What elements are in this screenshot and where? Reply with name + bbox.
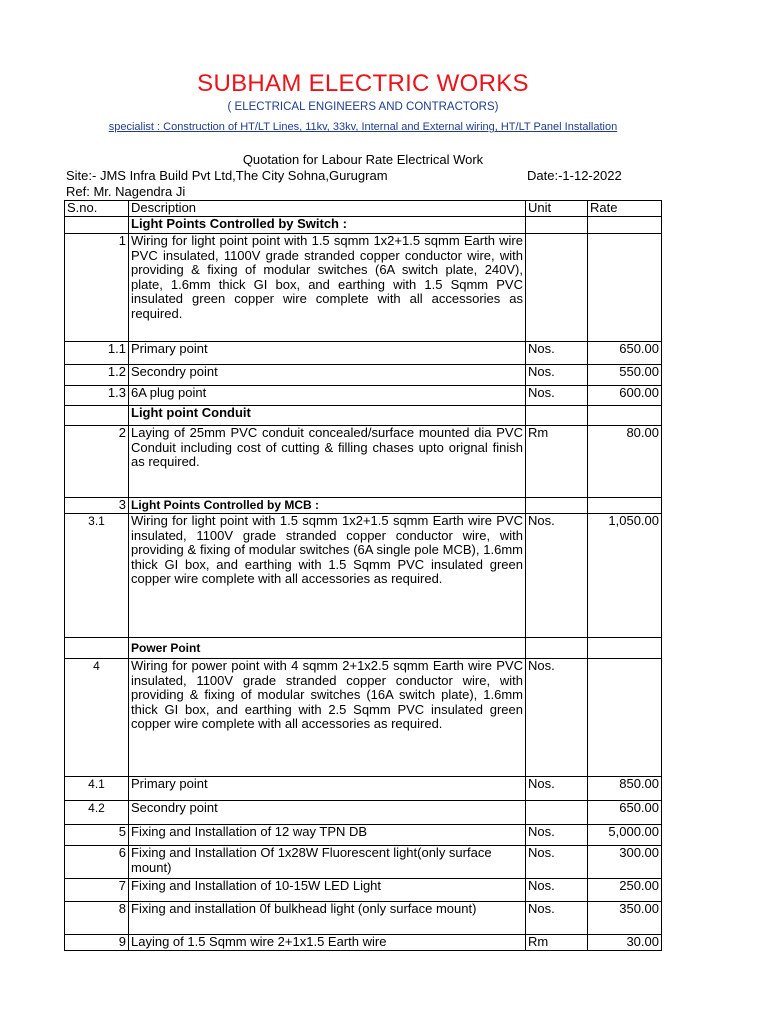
row-sno: 1.1 — [65, 342, 129, 365]
row-description: Wiring for light point point with 1.5 sqmm 1x2+1.5 sqmm Earth wire PVC insulated, 1100V grade stranded copper conductor wire, with providing & fixing of modular switches (6A switch plate, 240V), plate, 1.6mm thick GI box, and earthing with 1.5 Sqmm PVC insulated green copper wire complete with all accessories as required. — [129, 234, 526, 342]
row-sno — [65, 638, 129, 659]
table-row — [65, 659, 662, 777]
row-description: Fixing and Installation of 12 way TPN DB — [129, 825, 526, 846]
table-header-row — [65, 201, 662, 217]
section-heading: Light point Conduit — [129, 406, 526, 426]
section-heading: Light Points Controlled by MCB : — [129, 498, 526, 514]
row-unit: Nos. — [526, 659, 588, 777]
row-unit — [526, 406, 588, 426]
table-row — [65, 801, 662, 825]
row-sno: 4.2 — [65, 801, 129, 825]
row-unit: Nos. — [526, 902, 588, 935]
table-row — [65, 406, 662, 426]
table-row — [65, 386, 662, 406]
table-row — [65, 935, 662, 951]
row-rate: 850.00 — [588, 777, 662, 801]
ref-line: Ref: Mr. Nagendra Ji — [66, 184, 186, 199]
site-line: Site:- JMS Infra Build Pvt Ltd,The City Sohna,Gurugram — [66, 168, 388, 183]
row-rate — [588, 659, 662, 777]
row-unit: Nos. — [526, 777, 588, 801]
row-unit: Nos. — [526, 879, 588, 902]
row-rate: 600.00 — [588, 386, 662, 406]
table-row — [65, 879, 662, 902]
header-sno: S.no. — [65, 201, 129, 217]
row-description: Primary point — [129, 777, 526, 801]
row-unit — [526, 801, 588, 825]
row-unit: Nos. — [526, 825, 588, 846]
row-unit — [526, 217, 588, 234]
row-description: 6A plug point — [129, 386, 526, 406]
row-rate: 550.00 — [588, 365, 662, 386]
row-unit: Rm — [526, 935, 588, 951]
row-description: Secondry point — [129, 365, 526, 386]
row-description: Secondry point — [129, 801, 526, 825]
row-sno: 2 — [65, 426, 129, 498]
row-rate — [588, 234, 662, 342]
row-sno: 3.1 — [65, 514, 129, 638]
table-row — [65, 846, 662, 879]
row-rate — [588, 217, 662, 234]
table-row — [65, 514, 662, 638]
row-rate: 80.00 — [588, 426, 662, 498]
row-sno: 8 — [65, 902, 129, 935]
row-sno: 9 — [65, 935, 129, 951]
row-rate: 1,050.00 — [588, 514, 662, 638]
table-row — [65, 426, 662, 498]
row-sno: 3 — [65, 498, 129, 514]
row-rate — [588, 498, 662, 514]
row-sno: 4.1 — [65, 777, 129, 801]
row-sno: 1.3 — [65, 386, 129, 406]
row-description: Laying of 25mm PVC conduit concealed/surface mounted dia PVC Conduit including cost of cutting & filling chases upto orignal finish as required. — [129, 426, 526, 498]
row-unit — [526, 498, 588, 514]
row-description: Wiring for light point with 1.5 sqmm 1x2+1.5 sqmm Earth wire PVC insulated, 1100V grade stranded copper conductor wire, with providing & fixing of modular switches (6A single pole MCB), 1.6mm thick GI box, and earthing with 1.5 Sqmm PVC insulated green copper wire complete with all accessories as required. — [129, 514, 526, 638]
row-sno: 5 — [65, 825, 129, 846]
row-sno: 7 — [65, 879, 129, 902]
row-unit — [526, 638, 588, 659]
row-unit: Nos. — [526, 365, 588, 386]
table-row — [65, 777, 662, 801]
row-rate — [588, 406, 662, 426]
row-unit: Nos. — [526, 342, 588, 365]
row-sno: 4 — [65, 659, 129, 777]
row-description: Fixing and installation 0f bulkhead light (only surface mount) — [129, 902, 526, 935]
row-sno: 1 — [65, 234, 129, 342]
row-unit: Nos. — [526, 386, 588, 406]
table-row — [65, 342, 662, 365]
row-rate: 650.00 — [588, 801, 662, 825]
row-rate: 350.00 — [588, 902, 662, 935]
table-row — [65, 234, 662, 342]
row-description: Laying of 1.5 Sqmm wire 2+1x1.5 Earth wire — [129, 935, 526, 951]
row-rate: 300.00 — [588, 846, 662, 879]
company-name: SUBHAM ELECTRIC WORKS — [197, 70, 529, 97]
table-row — [65, 217, 662, 234]
row-description: Primary point — [129, 342, 526, 365]
row-sno — [65, 217, 129, 234]
table-row — [65, 365, 662, 386]
table-row — [65, 638, 662, 659]
header-description: Description — [129, 201, 526, 217]
row-description: Fixing and Installation Of 1x28W Fluorescent light(only surface mount) — [129, 846, 526, 879]
row-rate: 30.00 — [588, 935, 662, 951]
table-row — [65, 498, 662, 514]
table-row — [65, 825, 662, 846]
section-heading: Light Points Controlled by Switch : — [129, 217, 526, 234]
specialist-line: specialist : Construction of HT/LT Lines, 11kv, 33kv, Internal and External wiring, HT/LT Panel Installation — [108, 121, 618, 133]
row-unit: Rm — [526, 426, 588, 498]
row-unit: Nos. — [526, 514, 588, 638]
row-rate: 650.00 — [588, 342, 662, 365]
header-rate: Rate — [588, 201, 662, 217]
row-description: Wiring for power point with 4 sqmm 2+1x2.5 sqmm Earth wire PVC insulated, 1100V grade stranded copper conductor wire, with providing & fixing of modular switches (16A switch plate), 1.6mm thick GI box, and earthing with 2.5 Sqmm PVC insulated green copper wire complete with all accessories as required. — [129, 659, 526, 777]
date-line: Date:-1-12-2022 — [527, 168, 622, 183]
row-unit — [526, 234, 588, 342]
row-rate — [588, 638, 662, 659]
section-heading: Power Point — [129, 638, 526, 659]
row-sno: 1.2 — [65, 365, 129, 386]
row-rate: 5,000.00 — [588, 825, 662, 846]
row-sno — [65, 406, 129, 426]
row-rate: 250.00 — [588, 879, 662, 902]
quotation-title: Quotation for Labour Rate Electrical Work — [242, 152, 484, 167]
company-subtitle: ( ELECTRICAL ENGINEERS AND CONTRACTORS) — [227, 101, 499, 113]
row-unit: Nos. — [526, 846, 588, 879]
header-unit: Unit — [526, 201, 588, 217]
quotation-table — [64, 200, 662, 951]
row-description: Fixing and Installation of 10-15W LED Light — [129, 879, 526, 902]
row-sno: 6 — [65, 846, 129, 879]
table-row — [65, 902, 662, 935]
